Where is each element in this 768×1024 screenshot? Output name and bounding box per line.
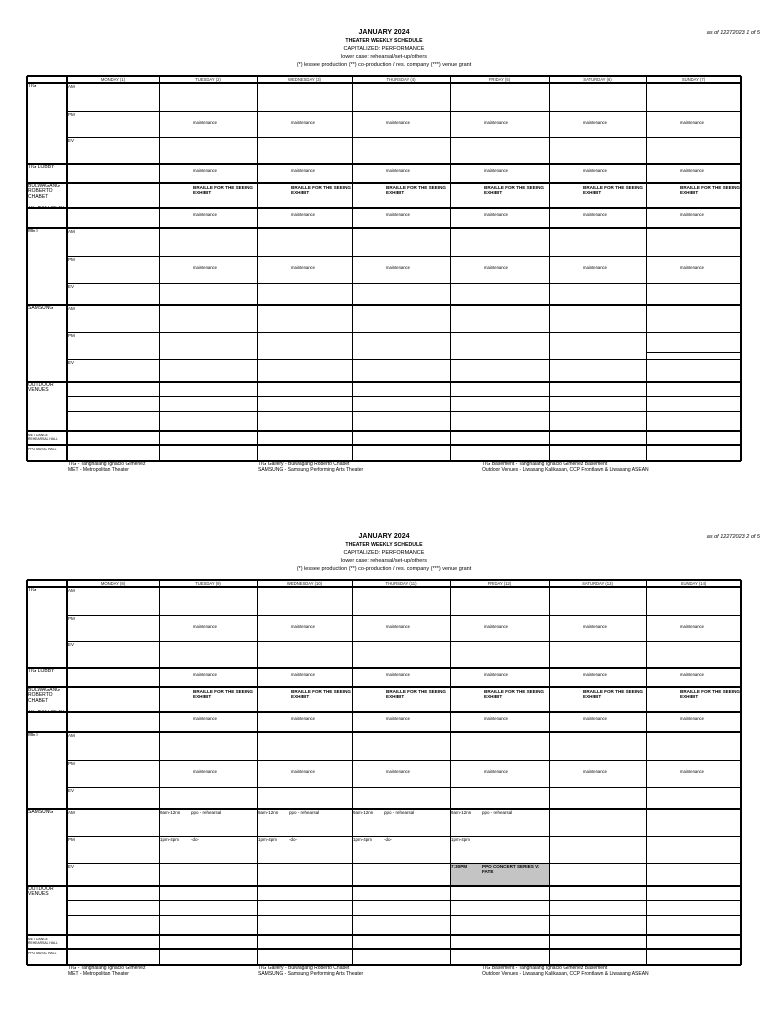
legend-production-keys: (*) lessee production (**) co-production / res. company (***) venue grant (296, 566, 472, 572)
time-slot-am: AM (68, 588, 75, 593)
maintenance-entry: maintenance (680, 716, 704, 721)
maintenance-entry: maintenance (291, 265, 315, 270)
event-time: 1pm-4pm (451, 837, 471, 842)
time-slot-pm: PM (68, 616, 75, 621)
legend-capitalized: CAPITALIZED: PERFORMANCE (343, 46, 425, 52)
time-slot-pm: PM (68, 761, 75, 766)
as-of-page-number: as of 12272023 1 of 5 (706, 30, 760, 36)
time-slot-pm: PM (68, 333, 75, 338)
grid-line (646, 580, 647, 965)
maintenance-entry: maintenance (386, 769, 410, 774)
grid-line (27, 381, 741, 383)
maintenance-entry: maintenance (386, 265, 410, 270)
maintenance-entry: maintenance (193, 624, 217, 629)
grid-line (27, 731, 741, 733)
venue-label-met: MET (28, 733, 39, 738)
maintenance-entry: maintenance (680, 265, 704, 270)
grid-line (67, 256, 741, 257)
time-slot-pm: PM (68, 257, 75, 262)
venue-label-tig: TIG (28, 588, 37, 593)
maintenance-entry: maintenance (680, 168, 704, 173)
braille-exhibit-entry: BRAILLE FOR THE SEEING EXHIBIT (484, 185, 544, 195)
schedule-header (234, 29, 534, 69)
venue-label-tig-basement: TIG BASEMENT (28, 206, 66, 211)
event-title: ppo - rehearsal (384, 810, 415, 815)
legend-entry: TIG Basement - Tanghalang Ignacio Gimenez Basement (482, 965, 608, 971)
maintenance-entry: maintenance (193, 212, 217, 217)
event-title: -do- (289, 837, 298, 842)
day-header: SUNDAY (14) (680, 580, 707, 586)
grid-line (67, 283, 741, 284)
event-title: PPO CONCERT SERIES V: FATE (482, 864, 540, 874)
grid-line (549, 580, 550, 965)
maintenance-entry: maintenance (386, 120, 410, 125)
grid-line (67, 863, 741, 864)
grid-line (27, 711, 741, 713)
time-slot-ev: EV (68, 642, 75, 647)
grid-line (67, 641, 741, 642)
maintenance-entry: maintenance (484, 716, 508, 721)
maintenance-entry: maintenance (484, 265, 508, 270)
grid-line (66, 580, 68, 965)
day-header: SUNDAY (7) (681, 76, 706, 82)
maintenance-entry: maintenance (386, 212, 410, 217)
schedule-subtitle: THEATER WEEKLY SCHEDULE (345, 542, 423, 548)
legend-entry: MET - Metropolitan Theater (68, 971, 129, 977)
legend-entry: SAMSUNG - Samsung Performing Arts Theater (258, 971, 364, 977)
legend-lowercase: lower case: rehearsal/set-up/others (341, 558, 427, 564)
schedule-grid (27, 76, 741, 461)
grid-line (27, 227, 741, 229)
maintenance-entry: maintenance (193, 168, 217, 173)
venue-label-samsung: SAMSUNG (28, 306, 54, 311)
maintenance-entry: maintenance (583, 265, 607, 270)
day-header: MONDAY (1) (100, 76, 126, 82)
grid-line (27, 207, 741, 209)
venue-abbreviation-legend (258, 965, 363, 977)
braille-exhibit-entry: BRAILLE FOR THE SEEING EXHIBIT (291, 689, 351, 699)
time-slot-pm: PM (68, 837, 75, 842)
schedule-title: JANUARY 2024 (358, 29, 410, 36)
maintenance-entry: maintenance (484, 624, 508, 629)
schedule-page-2 (0, 504, 768, 1008)
event-time: 9am-12nn (353, 810, 374, 815)
maintenance-entry: maintenance (680, 212, 704, 217)
venue-label-ppo: PPO MUSIC HALL (28, 448, 57, 451)
grid-line (67, 137, 741, 138)
maintenance-entry: maintenance (193, 120, 217, 125)
maintenance-entry: maintenance (291, 716, 315, 721)
maintenance-entry: maintenance (291, 120, 315, 125)
grid-line (549, 76, 550, 461)
schedule-title: JANUARY 2024 (358, 533, 410, 540)
venue-label-tig-lobby: TIG LOBBY (28, 669, 55, 674)
grid-line (27, 686, 741, 688)
day-header: WEDNESDAY (3) (288, 76, 321, 82)
venue-label-outdoor: OUTDOOR VENUES (28, 887, 54, 898)
event-title: ppo - rehearsal (191, 810, 222, 815)
grid-line (67, 760, 741, 761)
grid-line (646, 352, 741, 353)
grid-line (27, 885, 741, 887)
venue-abbreviation-legend (68, 461, 145, 473)
grid-line (159, 580, 160, 965)
venue-label-bulwagang: BULWAGANG ROBERTO CHABET (28, 688, 60, 704)
venue-abbreviation-legend (258, 461, 363, 473)
schedule-header (234, 533, 534, 573)
grid-line (740, 580, 742, 965)
event-title: ppo - rehearsal (289, 810, 320, 815)
event-title: -do- (191, 837, 200, 842)
grid-line (27, 444, 741, 446)
grid-line (450, 580, 451, 965)
grid-line (27, 934, 741, 936)
maintenance-entry: maintenance (193, 672, 217, 677)
maintenance-entry: maintenance (583, 716, 607, 721)
day-header: TUESDAY (2) (195, 76, 221, 82)
legend-capitalized: CAPITALIZED: PERFORMANCE (343, 550, 425, 556)
maintenance-entry: maintenance (484, 769, 508, 774)
event-title: -do- (384, 837, 393, 842)
maintenance-entry: maintenance (193, 769, 217, 774)
time-slot-ev: EV (68, 788, 75, 793)
maintenance-entry: maintenance (583, 672, 607, 677)
maintenance-entry: maintenance (386, 624, 410, 629)
braille-exhibit-entry: BRAILLE FOR THE SEEING EXHIBIT (680, 185, 740, 195)
maintenance-entry: maintenance (291, 769, 315, 774)
time-slot-am: AM (68, 306, 75, 311)
maintenance-entry: maintenance (583, 212, 607, 217)
braille-exhibit-entry: BRAILLE FOR THE SEEING EXHIBIT (193, 689, 253, 699)
maintenance-entry: maintenance (583, 769, 607, 774)
schedule-subtitle: THEATER WEEKLY SCHEDULE (345, 38, 423, 44)
maintenance-entry: maintenance (386, 716, 410, 721)
grid-line (67, 900, 741, 901)
legend-entry: TIG Basement - Tanghalang Ignacio Gimenez Basement (482, 461, 608, 467)
grid-line (67, 915, 741, 916)
braille-exhibit-entry: BRAILLE FOR THE SEEING EXHIBIT (583, 689, 643, 699)
maintenance-entry: maintenance (680, 672, 704, 677)
event-time: 1pm-4pm (160, 837, 180, 842)
maintenance-entry: maintenance (484, 672, 508, 677)
grid-line (740, 76, 742, 461)
grid-line (27, 82, 741, 84)
braille-exhibit-entry: BRAILLE FOR THE SEEING EXHIBIT (386, 689, 446, 699)
braille-exhibit-entry: BRAILLE FOR THE SEEING EXHIBIT (291, 185, 351, 195)
legend-entry: TIG Gallery - Bulwagang Roberto Chabet (258, 461, 350, 467)
maintenance-entry: maintenance (680, 120, 704, 125)
venue-label-outdoor: OUTDOOR VENUES (28, 383, 54, 394)
schedule-page-1 (0, 0, 768, 504)
legend-entry: Outdoor Venues - Liwasang Kalikasan, CCP Frontlawn & Liwasang ASEAN (482, 467, 649, 473)
schedule-grid (27, 580, 741, 965)
time-slot-am: AM (68, 733, 75, 738)
time-slot-am: AM (68, 84, 75, 89)
braille-exhibit-entry: BRAILLE FOR THE SEEING EXHIBIT (193, 185, 253, 195)
event-time: 1pm-4pm (353, 837, 373, 842)
maintenance-entry: maintenance (291, 212, 315, 217)
legend-entry: Outdoor Venues - Liwasang Kalikasan, CCP Frontlawn & Liwasang ASEAN (482, 971, 649, 977)
grid-line (67, 411, 741, 412)
venue-label-tig: TIG (28, 84, 37, 89)
time-slot-am: AM (68, 810, 75, 815)
grid-line (646, 76, 647, 461)
as-of-page-number: as of 12272023 2 of 5 (706, 534, 760, 540)
legend-lowercase: lower case: rehearsal/set-up/others (341, 54, 427, 60)
venue-label-bulwagang: BULWAGANG ROBERTO CHABET (28, 184, 60, 200)
maintenance-entry: maintenance (680, 624, 704, 629)
legend-production-keys: (*) lessee production (**) co-production / res. company (***) venue grant (296, 62, 472, 68)
event-title: ppo - rehearsal (482, 810, 513, 815)
grid-line (26, 76, 28, 461)
grid-line (67, 359, 741, 360)
event-time: 9am-12nn (258, 810, 279, 815)
legend-entry: TIG - Tanghalang Ignacio Gimenez (68, 461, 146, 467)
venue-label-tig-basement: TIG BASEMENT (28, 710, 66, 715)
grid-line (26, 580, 28, 965)
grid-line (67, 396, 741, 397)
time-slot-pm: PM (68, 112, 75, 117)
legend-entry: TIG Gallery - Bulwagang Roberto Chabet (258, 965, 350, 971)
grid-line (257, 580, 258, 965)
grid-line (27, 163, 741, 165)
day-header: FRIDAY (5) (488, 76, 511, 82)
grid-line (27, 304, 741, 306)
grid-line (27, 586, 741, 588)
grid-line (27, 430, 741, 432)
maintenance-entry: maintenance (583, 120, 607, 125)
event-time: 7:30PM (451, 864, 468, 869)
day-header: SATURDAY (13) (582, 580, 613, 586)
grid-line (352, 76, 353, 461)
venue-abbreviation-legend (68, 965, 145, 977)
legend-entry: MET - Metropolitan Theater (68, 467, 129, 473)
maintenance-entry: maintenance (193, 265, 217, 270)
maintenance-entry: maintenance (680, 769, 704, 774)
grid-line (67, 615, 741, 616)
time-slot-am: AM (68, 229, 75, 234)
maintenance-entry: maintenance (386, 168, 410, 173)
grid-line (66, 76, 68, 461)
venue-abbreviation-legend (482, 461, 649, 473)
grid-line (352, 580, 353, 965)
venue-label-samsung: SAMSUNG (28, 810, 54, 815)
maintenance-entry: maintenance (583, 624, 607, 629)
legend-entry: SAMSUNG - Samsung Performing Arts Theater (258, 467, 364, 473)
day-header: SATURDAY (6) (583, 76, 612, 82)
maintenance-entry: maintenance (193, 716, 217, 721)
time-slot-ev: EV (68, 138, 75, 143)
grid-line (159, 76, 160, 461)
maintenance-entry: maintenance (484, 168, 508, 173)
event-time: 9am-12nn (160, 810, 181, 815)
maintenance-entry: maintenance (386, 672, 410, 677)
grid-line (67, 787, 741, 788)
day-header: THURSDAY (4) (386, 76, 416, 82)
maintenance-entry: maintenance (583, 168, 607, 173)
event-time: 1pm-4pm (258, 837, 278, 842)
time-slot-ev: EV (68, 360, 75, 365)
venue-label-met-dance: MET DANCE REHEARSAL HALL (28, 938, 58, 945)
braille-exhibit-entry: BRAILLE FOR THE SEEING EXHIBIT (386, 185, 446, 195)
maintenance-entry: maintenance (484, 120, 508, 125)
braille-exhibit-entry: BRAILLE FOR THE SEEING EXHIBIT (583, 185, 643, 195)
venue-abbreviation-legend (482, 965, 649, 977)
day-header: MONDAY (8) (100, 580, 126, 586)
day-header: FRIDAY (12) (487, 580, 512, 586)
grid-line (27, 667, 741, 669)
day-header: TUESDAY (9) (195, 580, 221, 586)
maintenance-entry: maintenance (291, 672, 315, 677)
maintenance-entry: maintenance (484, 212, 508, 217)
grid-line (27, 948, 741, 950)
legend-entry: TIG - Tanghalang Ignacio Gimenez (68, 965, 146, 971)
venue-label-tig-lobby: TIG LOBBY (28, 165, 55, 170)
time-slot-ev: EV (68, 284, 75, 289)
grid-line (257, 76, 258, 461)
maintenance-entry: maintenance (291, 168, 315, 173)
grid-line (67, 332, 741, 333)
grid-line (67, 111, 741, 112)
grid-line (27, 182, 741, 184)
braille-exhibit-entry: BRAILLE FOR THE SEEING EXHIBIT (484, 689, 544, 699)
grid-line (450, 76, 451, 461)
venue-label-met-dance: MET DANCE REHEARSAL HALL (28, 434, 58, 441)
day-header: WEDNESDAY (10) (286, 580, 323, 586)
braille-exhibit-entry: BRAILLE FOR THE SEEING EXHIBIT (680, 689, 740, 699)
venue-label-met: MET (28, 229, 39, 234)
event-time: 9am-12nn (451, 810, 472, 815)
time-slot-ev: EV (68, 864, 75, 869)
maintenance-entry: maintenance (291, 624, 315, 629)
day-header: THURSDAY (11) (385, 580, 417, 586)
venue-label-ppo: PPO MUSIC HALL (28, 952, 57, 955)
